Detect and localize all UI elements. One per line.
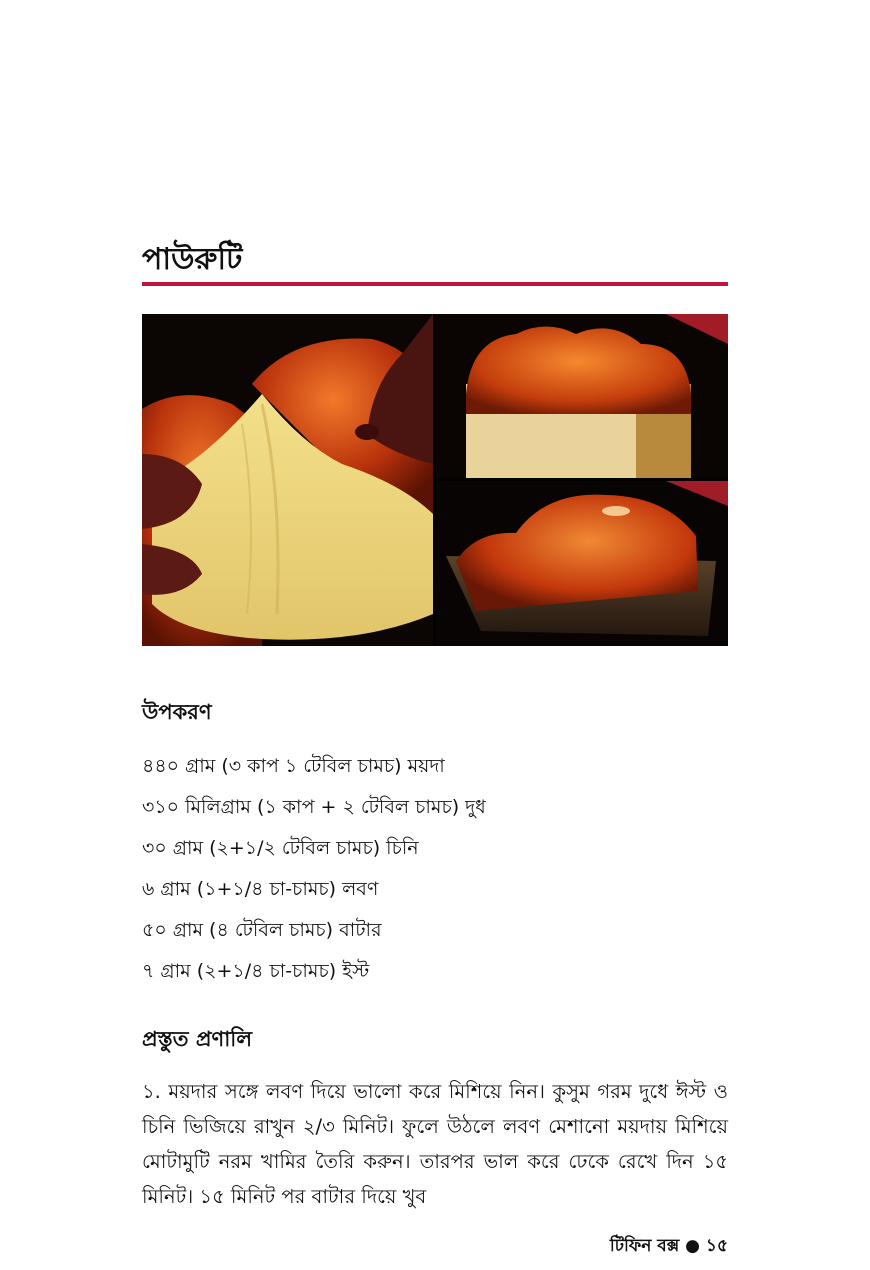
ingredients-list bbox=[142, 746, 486, 992]
list-item: ৪৪০ গ্রাম (৩ কাপ ১ টেবিল চামচ) ময়দা bbox=[142, 755, 445, 777]
title-underline bbox=[142, 282, 728, 286]
bread-loaf-photo-icon bbox=[436, 314, 728, 478]
method-step-1: ১. ময়দার সঙ্গে লবণ দিয়ে ভালো করে মিশিয়ে নিন। কুসুম গরম দুধে ঈস্ট ও চিনি ভিজিয়ে রাখুন ২/৩ মিনিট। ফুলে উঠলে লবণ মেশানো ময়দায় মিশিয়ে মোটামুটি নরম খামির তৈরি করুন। তারপর ভাল করে ঢেকে রেখে দিন ১৫ মিনিট। ১৫ মিনিট পর বাটার দিয়ে খুব bbox=[142, 1080, 728, 1208]
bread-in-tin-photo bbox=[436, 481, 728, 646]
bread-pull-photo bbox=[142, 314, 433, 646]
list-item: ৩০ গ্রাম (২+১/২ টেবিল চামচ) চিনি bbox=[142, 837, 419, 859]
page-footer: টিফিন বক্স ● ১৫ bbox=[609, 1236, 728, 1256]
photo-collage bbox=[142, 314, 728, 646]
bread-loaf-photo bbox=[436, 314, 728, 478]
list-item: ৭ গ্রাম (২+১/৪ চা-চামচ) ইস্ট bbox=[142, 960, 370, 982]
bread-in-tin-photo-icon bbox=[436, 481, 728, 646]
list-item: ৬ গ্রাম (১+১/৪ চা-চামচ) লবণ bbox=[142, 878, 379, 900]
list-item: ৫০ গ্রাম (৪ টেবিল চামচ) বাটার bbox=[142, 919, 382, 941]
list-item: ৩১০ মিলিগ্রাম (১ কাপ + ২ টেবিল চামচ) দুধ bbox=[142, 796, 486, 818]
ingredients-heading: উপকরণ bbox=[142, 700, 212, 724]
recipe-title: পাউরুটি bbox=[142, 242, 243, 277]
method-heading: প্রস্তুত প্রণালি bbox=[142, 1027, 252, 1051]
bread-pull-photo-icon bbox=[142, 314, 433, 646]
